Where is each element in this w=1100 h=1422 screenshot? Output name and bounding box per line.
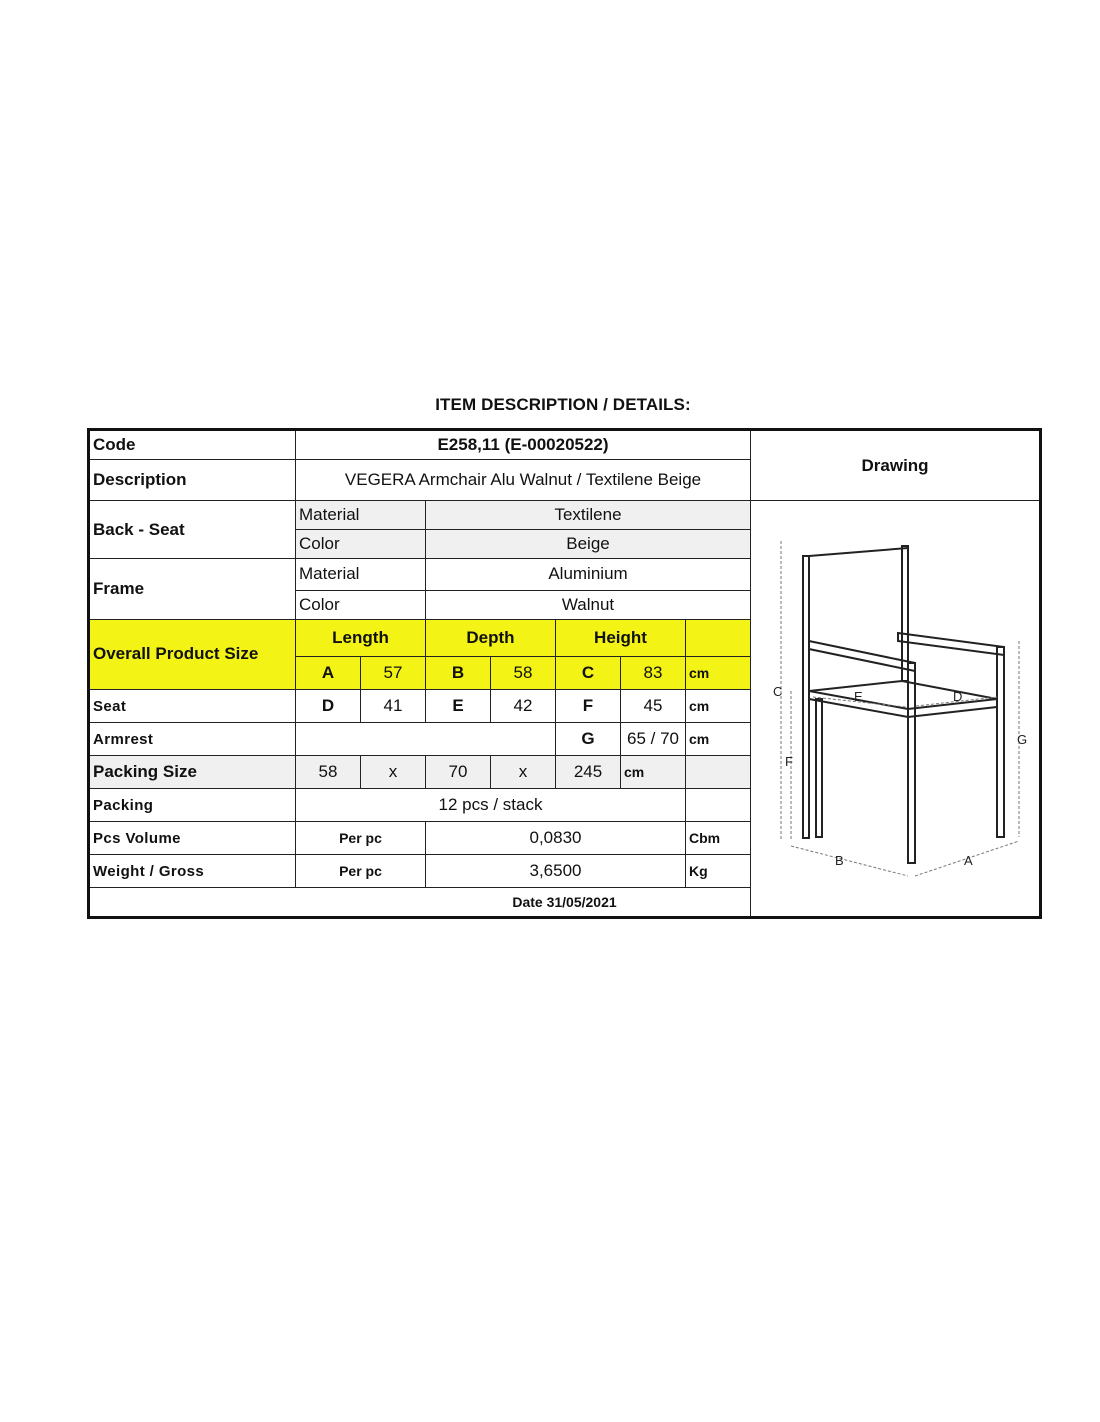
code-label: Code [89, 430, 296, 460]
packing-size-label: Packing Size [89, 756, 296, 789]
packing-size-unit: cm [621, 756, 686, 789]
packing-value: 12 pcs / stack [296, 789, 686, 822]
frame-color-label: Color [296, 590, 426, 619]
back-seat-material-value: Textilene [426, 501, 751, 530]
packing-size-blank [686, 756, 751, 789]
drawing-label-b: B [835, 853, 844, 868]
drawing-label-a: A [964, 853, 973, 868]
drawing-label-d: D [953, 689, 963, 704]
page-title: ITEM DESCRIPTION / DETAILS: [435, 395, 691, 414]
pcs-volume-per: Per pc [296, 822, 426, 855]
dimension-b-value: 58 [491, 657, 556, 690]
dimension-e-value: 42 [491, 690, 556, 723]
packing-size-separator-2: x [491, 756, 556, 789]
dimension-a-label: A [296, 657, 361, 690]
back-seat-material-row [89, 501, 1041, 530]
overall-size-unit: cm [686, 657, 751, 690]
pcs-volume-label: Pcs Volume [89, 822, 296, 855]
dimension-d-label: D [296, 690, 361, 723]
depth-header: Depth [426, 619, 556, 657]
back-seat-color-label: Color [296, 530, 426, 559]
weight-label: Weight / Gross [89, 855, 296, 888]
weight-per: Per pc [296, 855, 426, 888]
weight-value: 3,6500 [426, 855, 686, 888]
frame-material-value: Aluminium [426, 559, 751, 591]
weight-unit: Kg [686, 855, 751, 888]
front-left-leg [908, 663, 915, 863]
description-value: VEGERA Armchair Alu Walnut / Textilene Beige [296, 460, 751, 501]
drawing-label-f: F [785, 754, 793, 769]
frame-material-label: Material [296, 559, 426, 591]
back-seat-material-label: Material [296, 501, 426, 530]
seat-unit: cm [686, 690, 751, 723]
front-right-leg [997, 647, 1004, 837]
back-left-post [803, 556, 809, 838]
dimension-c-label: C [556, 657, 621, 690]
pcs-volume-unit: Cbm [686, 822, 751, 855]
packing-size-length: 58 [296, 756, 361, 789]
dimension-g-value: 65 / 70 [621, 723, 686, 756]
rear-inner-leg [816, 699, 822, 837]
dimension-g-label: G [556, 723, 621, 756]
item-details-table [87, 428, 1042, 919]
chair-drawing-cell [751, 501, 1041, 918]
dimension-e-label: E [426, 690, 491, 723]
seat-label: Seat [89, 690, 296, 723]
date-text: Date 31/05/2021 [89, 888, 1041, 918]
drawing-label-e: E [854, 689, 863, 704]
height-header: Height [556, 619, 686, 657]
frame-color-value: Walnut [426, 590, 751, 619]
code-row [89, 430, 1041, 460]
drawing-label-g: G [1017, 732, 1028, 747]
back-seat-color-value: Beige [426, 530, 751, 559]
right-armrest [898, 633, 1004, 655]
length-header: Length [296, 619, 426, 657]
dimension-f-value: 45 [621, 690, 686, 723]
left-armrest [809, 641, 915, 671]
overall-size-header-blank [686, 619, 751, 657]
drawing-label-c: C [773, 684, 783, 699]
frame-label: Frame [89, 559, 296, 620]
armrest-blank [296, 723, 556, 756]
packing-size-separator-1: x [361, 756, 426, 789]
drawing-label: Drawing [751, 430, 1041, 501]
packing-size-width: 70 [426, 756, 491, 789]
armrest-label: Armrest [89, 723, 296, 756]
description-label: Description [89, 460, 296, 501]
packing-size-height: 245 [556, 756, 621, 789]
chair-drawing [751, 501, 1041, 911]
dimension-f-label: F [556, 690, 621, 723]
packing-label: Packing [89, 789, 296, 822]
dimension-a-value: 57 [361, 657, 426, 690]
back-seat-label: Back - Seat [89, 501, 296, 559]
code-value: E258,11 (E-00020522) [296, 430, 751, 460]
pcs-volume-value: 0,0830 [426, 822, 686, 855]
armrest-unit: cm [686, 723, 751, 756]
overall-size-label: Overall Product Size [89, 619, 296, 690]
dimension-b-label: B [426, 657, 491, 690]
dimension-line-b [791, 846, 908, 876]
dimension-d-value: 41 [361, 690, 426, 723]
back-top-rail [809, 548, 908, 556]
dimension-c-value: 83 [621, 657, 686, 690]
packing-blank [686, 789, 751, 822]
